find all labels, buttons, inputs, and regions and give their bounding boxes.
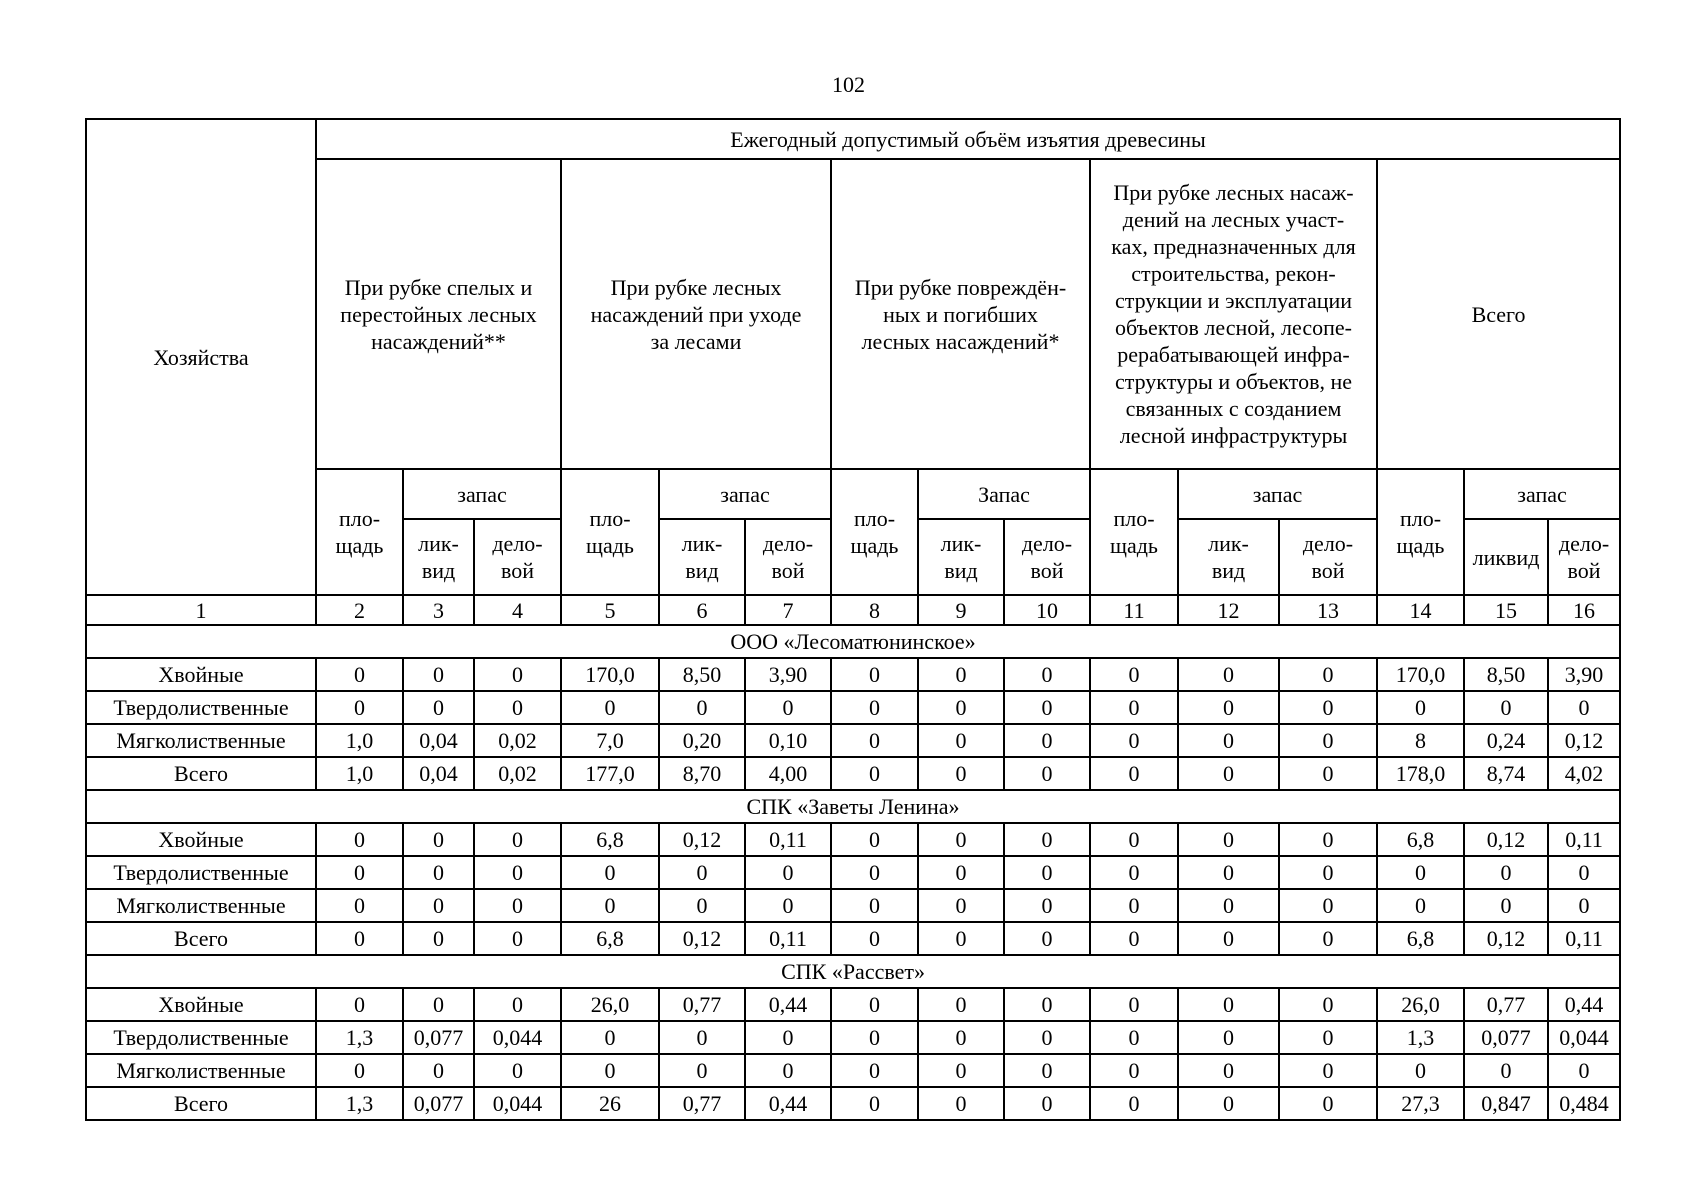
table-cell: 4,02	[1548, 757, 1620, 790]
table-cell: 0	[316, 658, 403, 691]
table-cell: 0	[831, 922, 918, 955]
table-cell: 0	[316, 691, 403, 724]
table-cell: 26,0	[561, 988, 659, 1021]
table-row	[86, 691, 1620, 724]
table-cell: 0	[918, 1054, 1004, 1087]
table-cell: 0	[1004, 691, 1090, 724]
table-cell: 0	[1090, 658, 1178, 691]
row-label: Твердолиственные	[86, 856, 316, 889]
table-cell: 0	[659, 691, 745, 724]
main-title-header: Ежегодный допустимый объём изъятия древесины	[316, 119, 1620, 159]
table-cell: 0,847	[1464, 1087, 1548, 1120]
table-cell: 0	[474, 658, 561, 691]
table-cell: 0,77	[1464, 988, 1548, 1021]
table-cell: 0	[561, 889, 659, 922]
business-header: дело- вой	[1004, 519, 1090, 595]
table-cell: 0	[918, 757, 1004, 790]
table-cell: 0	[831, 1021, 918, 1054]
table-cell: 0	[1004, 823, 1090, 856]
table-cell: 0	[403, 658, 474, 691]
table-cell: 0	[474, 988, 561, 1021]
row-label: Всего	[86, 922, 316, 955]
table-cell: 0	[474, 691, 561, 724]
table-cell: 0	[474, 856, 561, 889]
table-cell: 0	[316, 922, 403, 955]
table-cell: 0	[745, 691, 831, 724]
table-cell: 0,11	[1548, 922, 1620, 955]
table-cell: 0	[1464, 856, 1548, 889]
table-cell: 0	[831, 1087, 918, 1120]
table-cell: 0	[1004, 889, 1090, 922]
table-cell: 0	[1090, 889, 1178, 922]
table-cell: 0	[1004, 1054, 1090, 1087]
table-cell: 0	[1279, 922, 1377, 955]
table-cell: 0	[316, 856, 403, 889]
table-cell: 0,077	[403, 1021, 474, 1054]
table-cell: 0	[745, 889, 831, 922]
table-cell: 0	[1178, 856, 1279, 889]
table-cell: 0	[745, 1021, 831, 1054]
table-cell: 0	[1464, 691, 1548, 724]
table-row	[86, 823, 1620, 856]
row-label: Всего	[86, 757, 316, 790]
table-cell: 0,044	[1548, 1021, 1620, 1054]
table-cell: 0	[1090, 922, 1178, 955]
timber-harvest-table	[85, 118, 1621, 1121]
column-number: 8	[831, 595, 918, 625]
table-row	[86, 1054, 1620, 1087]
table-cell: 0,04	[403, 724, 474, 757]
stock-header: запас	[403, 469, 561, 519]
table-cell: 0	[831, 757, 918, 790]
table-cell: 0	[918, 724, 1004, 757]
column-number: 9	[918, 595, 1004, 625]
table-cell: 0	[1178, 757, 1279, 790]
table-cell: 0	[403, 856, 474, 889]
column-number: 14	[1377, 595, 1464, 625]
table-cell: 27,3	[1377, 1087, 1464, 1120]
table-cell: 0	[1178, 691, 1279, 724]
table-cell: 0	[403, 1054, 474, 1087]
table-cell: 0	[1004, 1021, 1090, 1054]
table-cell: 0	[918, 691, 1004, 724]
table-cell: 0	[1178, 724, 1279, 757]
table-cell: 177,0	[561, 757, 659, 790]
table-cell: 3,90	[745, 658, 831, 691]
table-cell: 0	[1279, 1087, 1377, 1120]
business-header: дело- вой	[1279, 519, 1377, 595]
column-number: 16	[1548, 595, 1620, 625]
table-cell: 0	[1004, 922, 1090, 955]
table-cell: 0	[316, 988, 403, 1021]
table-cell: 0,12	[659, 922, 745, 955]
table-cell: 8,50	[1464, 658, 1548, 691]
table-cell: 0	[831, 823, 918, 856]
table-cell: 0	[561, 691, 659, 724]
table-cell: 0	[659, 856, 745, 889]
table-cell: 6,8	[1377, 922, 1464, 955]
column-number: 13	[1279, 595, 1377, 625]
farms-header: Хозяйства	[86, 119, 316, 595]
table-cell: 0	[918, 889, 1004, 922]
table-cell: 0	[1178, 658, 1279, 691]
table-cell: 0,11	[745, 922, 831, 955]
column-number: 5	[561, 595, 659, 625]
category-header-total: Всего	[1377, 159, 1620, 469]
table-cell: 0	[1090, 1054, 1178, 1087]
table-row	[86, 757, 1620, 790]
column-number: 3	[403, 595, 474, 625]
table-cell: 8	[1377, 724, 1464, 757]
group-title: СПК «Рассвет»	[86, 955, 1620, 988]
table-cell: 6,8	[1377, 823, 1464, 856]
row-label: Мягколиственные	[86, 889, 316, 922]
liquid-header: лик- вид	[1178, 519, 1279, 595]
table-cell: 0	[745, 1054, 831, 1087]
category-header-thinning: При рубке лесных насаждений при уходе за лесами	[561, 159, 831, 469]
group-row	[86, 625, 1620, 658]
table-cell: 0	[1178, 823, 1279, 856]
table-cell: 0	[1090, 1087, 1178, 1120]
table-cell: 0	[1004, 856, 1090, 889]
table-cell: 0	[561, 1021, 659, 1054]
table-cell: 0,04	[403, 757, 474, 790]
table-cell: 0	[1178, 922, 1279, 955]
table-cell: 0,044	[474, 1087, 561, 1120]
table-cell: 0,02	[474, 724, 561, 757]
table-cell: 26	[561, 1087, 659, 1120]
table-cell: 0	[1548, 1054, 1620, 1087]
table-cell: 0,10	[745, 724, 831, 757]
table-cell: 0	[1279, 988, 1377, 1021]
area-header: пло- щадь	[1090, 469, 1178, 595]
table-cell: 0,12	[1464, 823, 1548, 856]
table-cell: 0	[831, 988, 918, 1021]
table-cell: 0,24	[1464, 724, 1548, 757]
table-cell: 1,3	[1377, 1021, 1464, 1054]
table-cell: 0	[1090, 757, 1178, 790]
table-cell: 170,0	[561, 658, 659, 691]
table-cell: 0	[831, 1054, 918, 1087]
stock-header: Запас	[918, 469, 1090, 519]
table-cell: 0	[1548, 691, 1620, 724]
table-cell: 0	[918, 1087, 1004, 1120]
stock-header: запас	[1178, 469, 1377, 519]
column-number: 11	[1090, 595, 1178, 625]
table-cell: 0	[561, 856, 659, 889]
row-label: Мягколиственные	[86, 724, 316, 757]
table-row	[86, 1087, 1620, 1120]
liquid-header: лик- вид	[659, 519, 745, 595]
table-cell: 26,0	[1377, 988, 1464, 1021]
column-number: 10	[1004, 595, 1090, 625]
table-cell: 0,12	[1464, 922, 1548, 955]
table-row	[86, 856, 1620, 889]
table-cell: 0,484	[1548, 1087, 1620, 1120]
table-cell: 0	[474, 922, 561, 955]
table-row	[86, 724, 1620, 757]
table-cell: 0	[831, 889, 918, 922]
table-cell: 0	[561, 1054, 659, 1087]
table-cell: 0	[918, 823, 1004, 856]
column-numbers-row	[86, 595, 1620, 625]
table-cell: 6,8	[561, 823, 659, 856]
table-cell: 0	[1090, 691, 1178, 724]
table-cell: 0	[1464, 889, 1548, 922]
row-label: Хвойные	[86, 658, 316, 691]
business-header: дело- вой	[474, 519, 561, 595]
column-number: 12	[1178, 595, 1279, 625]
table-cell: 0	[659, 1054, 745, 1087]
table-row	[86, 658, 1620, 691]
table-cell: 0	[1004, 988, 1090, 1021]
table-cell: 0	[1279, 658, 1377, 691]
table-cell: 0	[1377, 889, 1464, 922]
table-cell: 0	[316, 1054, 403, 1087]
table-cell: 0,12	[659, 823, 745, 856]
stock-header: запас	[1464, 469, 1620, 519]
table-cell: 0,44	[745, 1087, 831, 1120]
table-cell: 0	[403, 823, 474, 856]
table-cell: 0	[831, 658, 918, 691]
table-cell: 0	[659, 1021, 745, 1054]
group-row	[86, 955, 1620, 988]
table-cell: 7,0	[561, 724, 659, 757]
row-label: Хвойные	[86, 823, 316, 856]
table-cell: 0	[918, 1021, 1004, 1054]
table-row	[86, 922, 1620, 955]
table-cell: 0,44	[745, 988, 831, 1021]
table-cell: 0	[918, 658, 1004, 691]
table-cell: 0	[918, 988, 1004, 1021]
table-cell: 0	[474, 1054, 561, 1087]
table-cell: 0	[474, 823, 561, 856]
table-cell: 0,44	[1548, 988, 1620, 1021]
table-cell: 0	[1004, 658, 1090, 691]
table-cell: 0	[1548, 856, 1620, 889]
table-cell: 0	[831, 856, 918, 889]
table-row	[86, 889, 1620, 922]
table-cell: 0	[1464, 1054, 1548, 1087]
row-label: Твердолиственные	[86, 1021, 316, 1054]
category-header-damaged: При рубке повреждён- ных и погибших лесных насаждений*	[831, 159, 1090, 469]
table-cell: 0	[1279, 757, 1377, 790]
liquid-header: лик- вид	[403, 519, 474, 595]
table-cell: 0	[316, 889, 403, 922]
column-number: 1	[86, 595, 316, 625]
table-cell: 0	[1377, 856, 1464, 889]
category-header-construction: При рубке лесных насаж- дений на лесных участ- ках, предназначенных для строительства, рекон- струкции и эксплуатации объектов лесной, лесопе- рерабатывающей инфра- структуры и объектов, не связанных с созданием лесной инфраструктуры	[1090, 159, 1377, 469]
table-cell: 0	[1090, 724, 1178, 757]
table-cell: 0	[1178, 889, 1279, 922]
stock-header: запас	[659, 469, 831, 519]
group-row	[86, 790, 1620, 823]
table-cell: 8,74	[1464, 757, 1548, 790]
area-header: пло- щадь	[316, 469, 403, 595]
column-number: 2	[316, 595, 403, 625]
business-header: дело- вой	[745, 519, 831, 595]
column-number: 4	[474, 595, 561, 625]
category-header-mature: При рубке спелых и перестойных лесных насаждений**	[316, 159, 561, 469]
row-label: Твердолиственные	[86, 691, 316, 724]
table-cell: 8,70	[659, 757, 745, 790]
table-cell: 3,90	[1548, 658, 1620, 691]
table-cell: 0	[918, 922, 1004, 955]
table-cell: 0,11	[1548, 823, 1620, 856]
table-cell: 0	[1178, 988, 1279, 1021]
table-cell: 0	[745, 856, 831, 889]
table-cell: 0	[1279, 691, 1377, 724]
table-cell: 1,0	[316, 757, 403, 790]
table-cell: 0	[1090, 1021, 1178, 1054]
area-header: пло- щадь	[561, 469, 659, 595]
table-cell: 8,50	[659, 658, 745, 691]
table-cell: 6,8	[561, 922, 659, 955]
table-cell: 0	[1090, 988, 1178, 1021]
table-cell: 1,3	[316, 1087, 403, 1120]
table-cell: 0	[1377, 691, 1464, 724]
table-cell: 0	[1279, 856, 1377, 889]
table-cell: 4,00	[745, 757, 831, 790]
table-cell: 0	[831, 724, 918, 757]
table-cell: 1,3	[316, 1021, 403, 1054]
row-label: Мягколиственные	[86, 1054, 316, 1087]
table-cell: 0	[831, 691, 918, 724]
table-cell: 0	[1178, 1087, 1279, 1120]
business-header: дело- вой	[1548, 519, 1620, 595]
area-header: пло- щадь	[831, 469, 918, 595]
table-row	[86, 988, 1620, 1021]
table-cell: 0	[1090, 856, 1178, 889]
table-cell: 0,77	[659, 988, 745, 1021]
table-cell: 0	[1178, 1054, 1279, 1087]
row-label: Всего	[86, 1087, 316, 1120]
table-cell: 0,12	[1548, 724, 1620, 757]
table-cell: 178,0	[1377, 757, 1464, 790]
group-title: СПК «Заветы Ленина»	[86, 790, 1620, 823]
table-cell: 0,20	[659, 724, 745, 757]
table-cell: 170,0	[1377, 658, 1464, 691]
table-cell: 0	[1279, 724, 1377, 757]
table-cell: 1,0	[316, 724, 403, 757]
table-cell: 0	[403, 691, 474, 724]
table-cell: 0	[1548, 889, 1620, 922]
table-cell: 0	[659, 889, 745, 922]
table-cell: 0,077	[1464, 1021, 1548, 1054]
table-cell: 0	[1004, 757, 1090, 790]
table-cell: 0	[1004, 1087, 1090, 1120]
table-cell: 0	[1279, 889, 1377, 922]
column-number: 15	[1464, 595, 1548, 625]
table-cell: 0,044	[474, 1021, 561, 1054]
table-cell: 0,77	[659, 1087, 745, 1120]
page-number: 102	[832, 72, 865, 97]
table-cell: 0	[1279, 1021, 1377, 1054]
table-cell: 0	[1004, 724, 1090, 757]
table-cell: 0	[1178, 1021, 1279, 1054]
table-cell: 0,02	[474, 757, 561, 790]
table-cell: 0,11	[745, 823, 831, 856]
table-cell: 0	[474, 889, 561, 922]
table-cell: 0	[918, 856, 1004, 889]
table-cell: 0	[403, 889, 474, 922]
liquid-header: ликвид	[1464, 519, 1548, 595]
table-cell: 0	[403, 922, 474, 955]
table-row	[86, 1021, 1620, 1054]
table-cell: 0	[1377, 1054, 1464, 1087]
group-title: ООО «Лесоматюнинское»	[86, 625, 1620, 658]
area-header: пло- щадь	[1377, 469, 1464, 595]
table-cell: 0	[1090, 823, 1178, 856]
table-cell: 0	[316, 823, 403, 856]
column-number: 7	[745, 595, 831, 625]
table-cell: 0	[1279, 823, 1377, 856]
liquid-header: лик- вид	[918, 519, 1004, 595]
table-cell: 0,077	[403, 1087, 474, 1120]
table-cell: 0	[1279, 1054, 1377, 1087]
column-number: 6	[659, 595, 745, 625]
table-cell: 0	[403, 988, 474, 1021]
row-label: Хвойные	[86, 988, 316, 1021]
